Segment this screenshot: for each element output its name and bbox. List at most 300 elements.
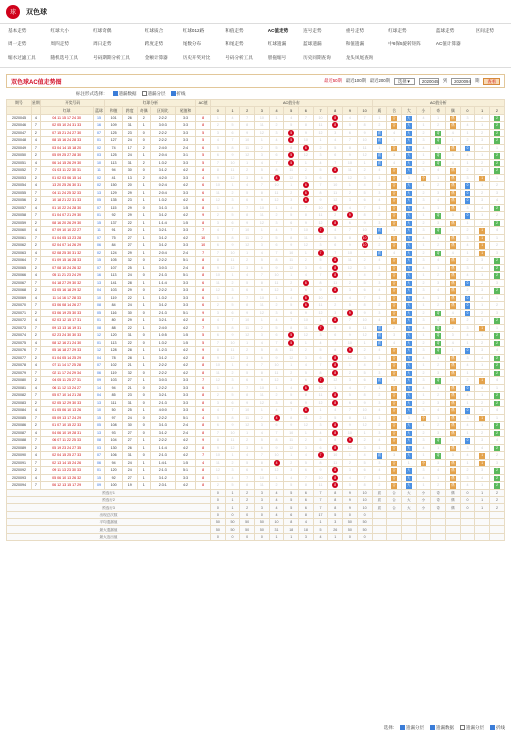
nav-item[interactable]: 红球奇偶: [93, 28, 112, 33]
nav-item[interactable]: 连号走势: [303, 28, 322, 33]
row-blue-number: 13: [93, 189, 105, 197]
ac-dist-miss: 1: [299, 159, 314, 167]
header-prop: 2: [489, 107, 504, 114]
nav-item[interactable]: 号码分析工具: [225, 54, 253, 60]
row-span: 32: [122, 369, 137, 377]
ac-prop-mark: 2: [496, 318, 498, 323]
nav-item[interactable]: 红球质合: [144, 28, 164, 33]
row-odd: 1: [137, 467, 150, 475]
ac-dist-miss: 7: [225, 227, 240, 235]
nav-item[interactable]: 胆拖缩号: [267, 54, 287, 60]
to-suffix: 期: [475, 78, 480, 83]
ac-dist-miss: 4: [240, 452, 255, 460]
row-red-numbers: 01 03 11 22 30 31: [40, 167, 93, 175]
checkbox-icon[interactable]: [171, 91, 176, 96]
ac-prop-mark: 合: [392, 423, 396, 428]
ac-dist-miss: 2: [211, 392, 226, 400]
row-span: 27: [122, 234, 137, 242]
ac-prop-hit: [460, 347, 475, 355]
row-ac: 8: [196, 399, 211, 407]
query-button[interactable]: 查看: [483, 78, 500, 85]
option-line[interactable]: 折线: [171, 91, 186, 97]
nav-item[interactable]: 蓝球走势: [435, 28, 455, 33]
ac-prop-miss: 1: [445, 437, 460, 445]
ac-prop-mark: 合: [392, 198, 396, 203]
nav-item[interactable]: 跨度走势: [144, 41, 164, 47]
ac-prop-hit: [401, 227, 416, 235]
ac-prop-hit: [489, 482, 504, 490]
ac-prop-miss: 1: [489, 294, 504, 302]
ac-dist-miss: 5: [328, 414, 343, 422]
stat-cell: 0: [225, 511, 240, 518]
ac-dist-miss: 1: [313, 137, 328, 145]
ac-dist-miss: 10: [240, 137, 255, 145]
stat-cell: [416, 511, 431, 518]
table-row: [7, 279, 505, 287]
table-row: [7, 302, 505, 310]
ac-dist-miss: 5: [225, 212, 240, 220]
nav-item[interactable]: 红球遗漏: [267, 41, 287, 47]
ac-prop-hit: [445, 234, 460, 242]
row-blue-number: 06: [93, 459, 105, 467]
nav-item: [476, 41, 503, 49]
ac-dist-miss: 9: [225, 332, 240, 340]
ac-dist-miss: 6: [211, 332, 226, 340]
nav-item[interactable]: 和值遗漏: [345, 41, 365, 47]
ac-dist-hit: [313, 377, 328, 385]
ac-dist-miss: 11: [299, 414, 314, 422]
ac-prop-hit: [489, 122, 504, 130]
ac-prop-hit: [387, 384, 402, 392]
ac-prop-miss: 2: [372, 302, 387, 310]
nav-item[interactable]: 号码期期分析工具: [93, 54, 130, 60]
nav-item[interactable]: 金额计算器: [144, 54, 168, 60]
row-ratio: 1:3:2: [150, 339, 175, 347]
table-row: [7, 452, 505, 460]
row-red-numbers: 02 04 07 14 26 29: [40, 242, 93, 250]
row-ratio: 2:1:3: [150, 452, 175, 460]
ac-dist-miss: 9: [240, 309, 255, 317]
ac-prop-miss: 1: [431, 234, 446, 242]
ac-prop-miss: 2: [416, 429, 431, 437]
checkbox-icon[interactable]: [113, 91, 118, 96]
ac-dist-hit: [284, 152, 299, 160]
ac-prop-mark: 0: [466, 438, 469, 443]
ac-prop-miss: 2: [475, 279, 490, 287]
ac-prop-miss: 4: [387, 249, 402, 257]
ac-ball: 6: [303, 295, 309, 301]
nav-item[interactable]: 周一走势: [8, 41, 27, 47]
ac-dist-miss: 5: [211, 414, 226, 422]
ac-dist-miss: 8: [255, 369, 270, 377]
ac-dist-miss: 1: [255, 407, 270, 415]
row-blue-number: 15: [93, 414, 105, 422]
ac-dist-miss: 4: [328, 407, 343, 415]
ac-prop-miss: 1: [489, 384, 504, 392]
ac-dist-miss: 3: [299, 174, 314, 182]
ac-prop-mark: 2: [496, 483, 498, 488]
nav-item[interactable]: 区间走势: [475, 28, 495, 33]
ac-prop-hit: [445, 219, 460, 227]
row-weekday: 4: [31, 294, 40, 302]
chart-title: 双色球AC值走势图: [11, 79, 62, 86]
period-select[interactable]: 选择▼: [394, 78, 415, 85]
ac-dist-miss: 5: [284, 392, 299, 400]
nav-item[interactable]: AC值走势: [267, 28, 289, 33]
row-span: 26: [122, 444, 137, 452]
row-ac: 8: [196, 264, 211, 272]
ac-prop-hit: [401, 287, 416, 295]
ac-dist-miss: 2: [240, 167, 255, 175]
ac-dist-miss: 10: [225, 249, 240, 257]
row-odd: 0: [137, 399, 150, 407]
ac-dist-miss: 11: [284, 347, 299, 355]
row-ratio: 2:2:2: [150, 257, 175, 265]
ac-dist-miss: 7: [269, 339, 284, 347]
ac-prop-miss: 2: [445, 324, 460, 332]
ac-prop-miss: 2: [431, 302, 446, 310]
ac-dist-miss: 2: [299, 167, 314, 175]
nav-item[interactable]: 红球012路: [182, 28, 205, 33]
ac-prop-miss: 1: [372, 474, 387, 482]
option-miss-data[interactable]: 遗漏数据: [113, 91, 137, 97]
ac-prop-mark: 合: [392, 190, 396, 195]
ac-dist-miss: 8: [240, 482, 255, 490]
ac-dist-miss: 11: [313, 212, 328, 220]
radio-icon[interactable]: [142, 91, 147, 96]
ac-prop-hit: [387, 467, 402, 475]
ac-dist-miss: 8: [299, 482, 314, 490]
row-issue: 2020051: [7, 159, 32, 167]
footer-option-1[interactable]: 遗漏分层: [400, 725, 424, 731]
nav-item[interactable]: 中6保5旋转矩阵: [388, 41, 421, 47]
row-weekday: 7: [31, 347, 40, 355]
ac-prop-hit: [431, 249, 446, 257]
nav-item[interactable]: 尾数分布: [182, 41, 202, 47]
ac-prop-hit: [401, 399, 416, 407]
ac-prop-mark: 大: [407, 430, 411, 435]
ac-ball: 5: [288, 137, 294, 143]
predict-cell: 3: [255, 497, 270, 504]
nav-item[interactable]: 周四走势: [50, 41, 69, 47]
ac-prop-mark: 大: [407, 205, 411, 210]
row-blue-number: 09: [93, 482, 105, 490]
ac-ball: 8: [332, 400, 338, 406]
from-issue-input[interactable]: 2020045: [419, 78, 439, 85]
ac-prop-miss: 3: [460, 414, 475, 422]
ac-dist-miss: 2: [255, 414, 270, 422]
ac-prop-hit: [489, 159, 504, 167]
ac-prop-mark: 偶: [451, 445, 455, 450]
ac-dist-miss: 6: [255, 264, 270, 272]
ac-prop-miss: 3: [489, 309, 504, 317]
row-weekday: 7: [31, 167, 40, 175]
recent100-link[interactable]: 最近100期: [345, 78, 366, 83]
row-blue-number: 03: [93, 444, 105, 452]
ac-prop-miss: 3: [416, 287, 431, 295]
ac-prop-hit: [401, 129, 416, 137]
row-red-numbers: 05 06 10 13 26 32: [40, 474, 93, 482]
ac-dist-miss: 12: [284, 174, 299, 182]
ac-prop-miss: 3: [445, 452, 460, 460]
table-row: [7, 234, 505, 242]
ac-dist-miss: 7: [343, 407, 358, 415]
ac-prop-hit: [387, 474, 402, 482]
ac-dist-miss: 12: [284, 264, 299, 272]
ac-prop-miss: 2: [416, 369, 431, 377]
nav-item[interactable]: 和尾走势: [225, 41, 244, 47]
ac-prop-miss: 3: [416, 257, 431, 265]
ac-dist-miss: 9: [240, 219, 255, 227]
nav-item[interactable]: 随机选号工具: [50, 54, 79, 60]
option-miss-layer[interactable]: 遗漏分层: [142, 91, 166, 97]
ac-dist-miss: 1: [343, 362, 358, 370]
row-blue-number: 04: [93, 354, 105, 362]
ac-dist-miss: 2: [255, 324, 270, 332]
ac-prop-mark: 偶: [451, 280, 455, 285]
ac-dist-miss: 9: [343, 332, 358, 340]
ac-dist-miss: 2: [313, 144, 328, 152]
ac-prop-hit: [387, 279, 402, 287]
nav-item[interactable]: 重号走势: [345, 28, 365, 33]
row-span: 22: [122, 339, 137, 347]
table-row: [7, 332, 505, 340]
row-odd: 1: [137, 242, 150, 250]
row-weekday: 7: [31, 324, 40, 332]
ac-prop-miss: 2: [416, 339, 431, 347]
ac-prop-miss: 1: [372, 234, 387, 242]
row-ac: 6: [196, 182, 211, 190]
ac-dist-miss: 12: [225, 174, 240, 182]
ac-prop-miss: 4: [431, 257, 446, 265]
ac-prop-miss: 2: [387, 324, 402, 332]
ac-prop-mark: 大: [407, 258, 411, 263]
row-tail: 3:3: [175, 279, 196, 287]
nav-item[interactable]: 历史同期查询: [303, 54, 331, 60]
row-tail: 1:5: [175, 219, 196, 227]
ac-prop-miss: 3: [387, 452, 402, 460]
ac-dist-hit: [328, 287, 343, 295]
stat-cell: [372, 511, 387, 518]
ac-dist-miss: 1: [357, 159, 372, 167]
row-span: 23: [122, 197, 137, 205]
ac-prop-mark: 奇: [436, 213, 440, 218]
row-ac: 5: [196, 332, 211, 340]
row-ratio: 2:4:0: [150, 324, 175, 332]
row-ac: 5: [196, 339, 211, 347]
ac-prop-mark: 2: [496, 123, 498, 128]
ac-dist-miss: 2: [357, 257, 372, 265]
nav-item[interactable]: 历史开奖对比: [182, 54, 211, 60]
ac-prop-mark: 大: [407, 220, 411, 225]
row-blue-number: 16: [93, 122, 105, 130]
stat-cell: [416, 533, 431, 540]
nav-item[interactable]: 红球大小: [50, 28, 69, 33]
row-blue-number: 07: [93, 264, 105, 272]
nav-item[interactable]: 和值走势: [225, 28, 244, 33]
ac-ball: 8: [332, 482, 338, 488]
row-sum: 119: [105, 294, 123, 302]
ac-dist-miss: 6: [313, 354, 328, 362]
ac-dist-miss: 3: [269, 219, 284, 227]
nav-item[interactable]: 缩水过滤工具: [8, 54, 36, 60]
nav-item[interactable]: 蓝球遗漏: [303, 41, 322, 47]
ac-dist-miss: 3: [211, 219, 226, 227]
ac-prop-mark: 大: [407, 228, 411, 233]
predict-cell: 2: [240, 489, 255, 496]
ac-prop-miss: 1: [416, 122, 431, 130]
recent50-link[interactable]: 最近50期: [324, 78, 342, 83]
ac-prop-miss: 4: [387, 129, 402, 137]
row-tail: 3:3: [175, 384, 196, 392]
ac-dist-miss: 10: [255, 474, 270, 482]
ac-prop-miss: 2: [372, 122, 387, 130]
footer-option-2[interactable]: 遗漏数据: [430, 725, 454, 731]
row-span: 30: [122, 167, 137, 175]
row-ratio: 2:2:2: [150, 137, 175, 145]
stat-cell: [372, 526, 387, 533]
row-odd: 1: [137, 189, 150, 197]
ac-dist-miss: 1: [313, 407, 328, 415]
row-ratio: 3:1:2: [150, 234, 175, 242]
ac-prop-mark: 偶: [451, 430, 455, 435]
row-issue: 2020092: [7, 467, 32, 475]
nav-item[interactable]: 龙头凤尾查询: [345, 54, 374, 60]
ac-prop-hit: [372, 227, 387, 235]
ac-prop-hit: [489, 264, 504, 272]
row-issue: 2020064: [7, 257, 32, 265]
marker-options: [6, 88, 505, 99]
ac-dist-miss: 3: [343, 467, 358, 475]
ac-dist-miss: 7: [357, 114, 372, 122]
ac-dist-miss: 2: [225, 369, 240, 377]
row-blue-number: 02: [93, 249, 105, 257]
row-sum: 103: [105, 287, 123, 295]
ac-prop-hit: [445, 174, 460, 182]
row-tail: 2:4: [175, 249, 196, 257]
ac-prop-miss: 4: [460, 362, 475, 370]
row-tail: 2:4: [175, 429, 196, 437]
ac-dist-miss: 11: [240, 414, 255, 422]
row-tail: 1:5: [175, 332, 196, 340]
ac-dist-miss: 6: [343, 129, 358, 137]
site-title: 双色球: [26, 8, 47, 16]
row-tail: 5:1: [175, 414, 196, 422]
row-sum: 150: [105, 182, 123, 190]
nav-item[interactable]: AC值计算器: [435, 41, 461, 47]
ac-dist-miss: 3: [269, 129, 284, 137]
row-tail: 4:2: [175, 197, 196, 205]
ac-prop-mark: 大: [407, 423, 411, 428]
row-red-numbers: 04 11 24 25 32 33: [40, 189, 93, 197]
ac-dist-miss: 10: [328, 182, 343, 190]
ac-prop-miss: 4: [372, 317, 387, 325]
ac-prop-hit: [401, 309, 416, 317]
ac-prop-hit: [401, 264, 416, 272]
row-blue-number: 12: [93, 332, 105, 340]
ac-dist-miss: 7: [299, 204, 314, 212]
ac-prop-miss: 4: [372, 347, 387, 355]
ac-prop-miss: 3: [387, 332, 402, 340]
table-row: [7, 152, 505, 160]
ac-prop-mark: 奇: [436, 310, 440, 315]
ac-prop-hit: [489, 167, 504, 175]
ac-dist-miss: 10: [269, 272, 284, 280]
ac-prop-hit: [475, 249, 490, 257]
predict-cell: 6: [299, 504, 314, 511]
predict-row-label: 预选行3: [7, 504, 211, 511]
row-blue-number: 07: [93, 362, 105, 370]
ac-prop-mark: 1: [481, 250, 484, 255]
row-tail: 4:2: [175, 362, 196, 370]
ac-dist-miss: 1: [284, 182, 299, 190]
ac-dist-miss: 8: [343, 414, 358, 422]
ac-dist-hit: [299, 182, 314, 190]
ac-prop-miss: 4: [416, 114, 431, 122]
ac-prop-miss: 1: [431, 444, 446, 452]
row-red-numbers: 08 15 16 24 28 33: [40, 137, 93, 145]
row-ratio: 2:3:1: [150, 482, 175, 490]
ac-prop-miss: 1: [416, 392, 431, 400]
row-issue: 2020074: [7, 332, 32, 340]
row-blue-number: 15: [93, 114, 105, 122]
row-sum: 116: [105, 309, 123, 317]
ac-prop-miss: 3: [431, 279, 446, 287]
ac-prop-mark: 2: [496, 400, 498, 405]
row-ac: 6: [196, 294, 211, 302]
ac-dist-miss: 5: [225, 392, 240, 400]
row-tail: 1:5: [175, 459, 196, 467]
ac-prop-miss: 2: [460, 137, 475, 145]
to-issue-input[interactable]: 2020094: [451, 78, 471, 85]
nav-item[interactable]: 红球走势: [388, 28, 407, 33]
ac-prop-miss: 1: [431, 144, 446, 152]
ac-prop-miss: 1: [431, 264, 446, 272]
ac-prop-mark: 合: [392, 280, 396, 285]
ac-prop-mark: 合: [392, 303, 396, 308]
ac-dist-miss: 2: [299, 347, 314, 355]
ac-prop-hit: [460, 294, 475, 302]
stat-cell: 10: [269, 519, 284, 526]
row-blue-number: 13: [93, 279, 105, 287]
ac-prop-mark: 奇: [436, 453, 440, 458]
row-ac: 5: [196, 137, 211, 145]
ac-dist-miss: 9: [357, 309, 372, 317]
ac-dist-miss: 10: [240, 317, 255, 325]
ac-prop-miss: 2: [372, 482, 387, 490]
footer-option-3[interactable]: 遗漏分层: [460, 725, 484, 731]
row-issue: 2020094: [7, 482, 32, 490]
ac-prop-mark: 奇: [436, 348, 440, 353]
nav-item[interactable]: 基本走势: [8, 28, 27, 33]
row-red-numbers: 02 05 12 29 30 33: [40, 399, 93, 407]
ac-prop-hit: [460, 212, 475, 220]
ac-prop-miss: 3: [475, 407, 490, 415]
ac-dist-miss: 4: [211, 227, 226, 235]
predict-cell: 0: [211, 489, 226, 496]
ac-prop-miss: 2: [475, 369, 490, 377]
ac-dist-miss: 3: [299, 354, 314, 362]
ac-dist-miss: 5: [269, 144, 284, 152]
nav-item[interactable]: 周日走势: [93, 41, 112, 47]
row-tail: 2:4: [175, 422, 196, 430]
ac-prop-hit: [445, 242, 460, 250]
footer-option-4[interactable]: 折线: [490, 725, 505, 731]
row-blue-number: 02: [93, 144, 105, 152]
row-weekday: 4: [31, 159, 40, 167]
ac-dist-miss: 4: [255, 159, 270, 167]
recent200-link[interactable]: 最近200期: [369, 78, 390, 83]
